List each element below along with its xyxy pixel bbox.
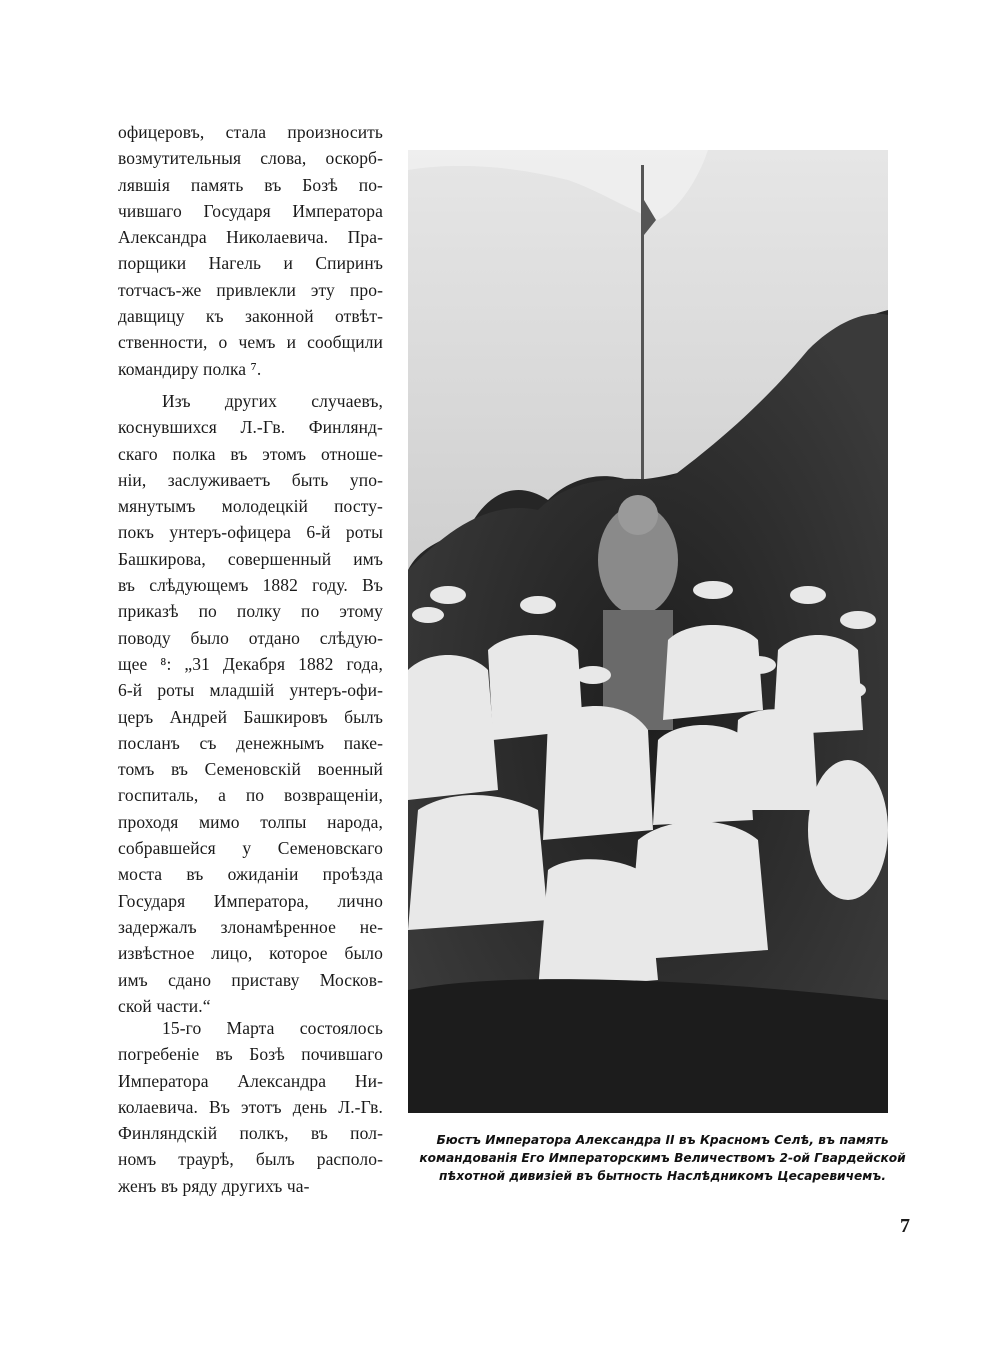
text-line: колаевича. Въ этотъ день Л.-Гв. [118,1096,383,1117]
caption-line: Бюстъ Императора Александра II въ Красномъ Селѣ, въ память [436,1133,889,1147]
text-line: церъ Андрей Башкировъ былъ [118,706,383,727]
paragraph-2 [118,388,383,1019]
text-line: Изъ других случаевъ, [162,391,383,411]
text-line: томъ въ Семеновскій военный [118,759,383,780]
text-line: 15-го Марта состоялось [162,1018,383,1038]
text-line: Государя Императора, лично [118,890,383,911]
text-line: моста въ ожиданіи проѣзда [118,864,383,885]
text-line: ственности, о чемъ и сообщили [118,332,383,353]
text-line: командиру полка ⁷. [118,358,262,379]
text-line: 6-й роты младшій унтеръ-офи- [118,680,383,701]
figure-caption [405,1131,920,1185]
text-line: женъ въ ряду другихъ ча- [118,1175,310,1196]
text-line: посланъ съ денежнымъ паке- [118,732,383,753]
text-line: щее ⁸: „31 Декабря 1882 года, [118,653,383,674]
text-line: давщицу къ законной отвѣт- [118,306,383,327]
text-line: задержалъ злонамѣренное не- [118,916,383,937]
paragraph-1 [118,119,383,382]
page-number: 7 [900,1215,910,1237]
text-line: коснувшихся Л.-Гв. Финлянд- [118,417,383,438]
text-line: госпиталь, а по возвращеніи, [118,785,383,806]
paragraph-3 [118,1015,383,1199]
text-line: Императора Александра Ни- [118,1070,383,1091]
text-line: порщики Нагель и Спиринъ [118,253,383,274]
text-line: ніи, заслуживаетъ быть упо- [118,469,383,490]
text-line: скаго полка въ этомъ отноше- [118,443,383,464]
caption-line: пѣхотной дивизіей въ бытность Наслѣдникомъ Цесаревичемъ. [439,1169,886,1183]
text-line: въ слѣдующемъ 1882 году. Въ [118,575,383,596]
text-line: тотчасъ-же привлекли эту про- [118,279,383,300]
text-line: Александра Николаевича. Пра- [118,227,383,248]
text-line: извѣстное лицо, которое было [118,943,383,964]
text-line: номъ траурѣ, былъ располо- [118,1149,383,1170]
text-line: покъ унтеръ-офицера 6-й роты [118,522,383,543]
text-line: поводу было отдано слѣдую- [118,627,383,648]
text-line: лявшія память въ Бозѣ по- [118,174,383,195]
text-line: погребеніе въ Бозѣ почившаго [118,1044,383,1065]
text-line: имъ сдано приставу Москов- [118,969,383,990]
text-line: возмутительныя слова, оскорб- [118,148,383,169]
text-line: мянутымъ молодецкій посту- [118,496,383,517]
text-line: собравшейся у Семеновскаго [118,838,383,859]
text-line: ской части.“ [118,995,211,1016]
text-line: Финляндскій полкъ, въ пол- [118,1123,383,1144]
text-line: проходя мимо толпы народа, [118,811,383,832]
text-line: офицеровъ, стала произносить [118,122,383,142]
text-line: приказѣ по полку по этому [118,601,383,622]
photograph-bust-with-soldiers [408,150,888,1113]
text-line: чившаго Государя Императора [118,200,383,221]
caption-line: командованія Его Императорскимъ Величествомъ 2-ой Гвардейской [419,1151,906,1165]
text-line: Башкирова, совершенный имъ [118,548,383,569]
